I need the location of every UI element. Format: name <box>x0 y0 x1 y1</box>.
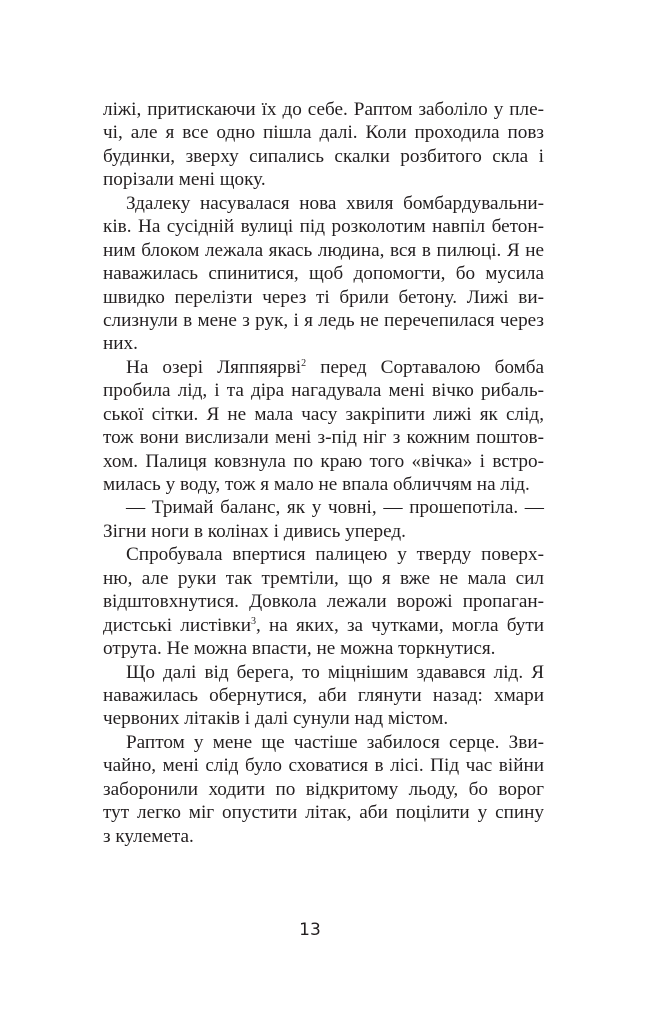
text-line: хом. Палиця ковзнула по краю того «вічка» і встро- <box>103 450 544 472</box>
text-line: ню, але руки так тремтіли, що я вже не мала сил <box>103 567 544 589</box>
text-line: ської сітки. Я не мала часу закріпити лижі як слід, <box>103 403 544 425</box>
dialogue-line: — Тримай баланс, як у човні, — прошепотіла. — <box>126 497 544 519</box>
body-text <box>103 98 544 848</box>
text-line: заборонили ходити по відкритому льоду, бо ворог <box>103 778 544 800</box>
text-line-with-footnote <box>103 614 544 637</box>
text-line: Що далі від берега, то міцнішим здавався лід. Я <box>126 661 544 683</box>
text-line: відштовхнутися. Довкола лежали ворожі пропаган- <box>103 591 544 613</box>
text-line: Раптом у мене ще частіше забилося серце. Зви- <box>126 731 544 753</box>
text-line: них. <box>103 333 138 355</box>
text-line: чі, але я все одно пішла далі. Коли проходила повз <box>103 122 544 144</box>
text-line: ків. На сусідній вулиці під розколотим навпіл бетон- <box>103 216 544 238</box>
text-line: тож вони вислизали мені з-під ніг з кожним поштов- <box>103 427 544 449</box>
text-line: порізали мені щоку. <box>103 169 266 191</box>
text-line-with-footnote <box>103 356 544 379</box>
text-line: слизнули в мене з рук, і я ледь не перечепилася через <box>103 309 544 331</box>
page-number: 13 <box>299 920 321 940</box>
text-segment: перед Сортавалою бомба <box>306 356 544 378</box>
footnote-marker[interactable]: 2 <box>301 357 307 369</box>
text-line: червоних літаків і далі сунули над містом. <box>103 708 449 730</box>
text-line: отрута. Не можна впасти, не можна торкнутися. <box>103 638 496 660</box>
text-line: тут легко міг опустити літак, аби поцілити у спину <box>103 802 544 824</box>
text-line: будинки, зверху сипались скалки розбитого скла і <box>103 145 544 167</box>
footnote-marker[interactable]: 3 <box>251 615 256 627</box>
text-segment: , на яких, за чутками, могла бути <box>256 614 544 636</box>
text-line: Спробувала впертися палицею у тверду поверх- <box>126 544 544 566</box>
text-segment: На озері Ляппяярві <box>126 356 302 378</box>
text-line: наважилась спинитися, щоб допомогти, бо мусила <box>103 263 544 285</box>
text-line: з кулемета. <box>103 825 194 847</box>
dialogue-line: Зігни ноги в колінах і дивись уперед. <box>103 520 406 542</box>
text-line: ним блоком лежала якась людина, вся в пилюці. Я не <box>103 239 544 261</box>
text-line: милась у воду, тож я мало не впала обличчям на лід. <box>103 474 530 495</box>
text-line: пробила лід, і та діра нагадувала мені вічко рибаль- <box>103 380 544 402</box>
text-line: наважилась обернутися, аби глянути назад: хмари <box>103 684 544 706</box>
text-line: чайно, мені слід було сховатися в лісі. Під час війни <box>103 755 544 777</box>
text-line: Здалеку насувалася нова хвиля бомбардувальни- <box>126 192 544 214</box>
text-line: ліжі, притискаючи їх до себе. Раптом заболіло у пле- <box>103 99 544 120</box>
text-line: швидко перелізти через ті брили бетону. Лижі ви- <box>103 286 544 308</box>
text-segment: дистські листівки <box>103 614 251 636</box>
